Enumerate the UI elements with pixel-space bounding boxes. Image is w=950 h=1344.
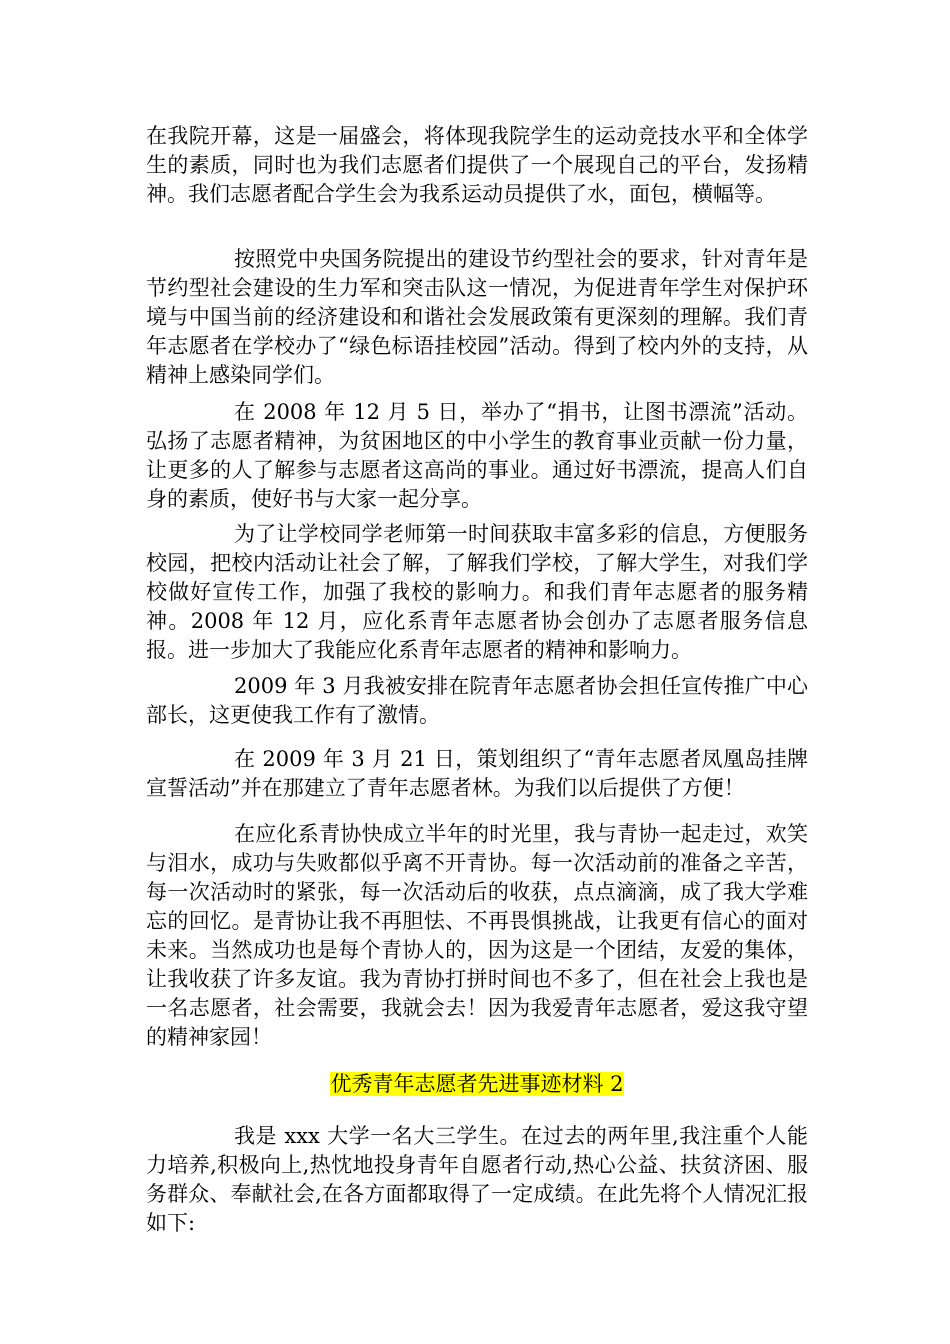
paragraph-7: 在应化系青协快成立半年的时光里，我与青协一起走过，欢笑与泪水，成功与失败都似乎离不开青协。每一次活动前的准备之辛苦，每一次活动时的紧张，每一次活动后的收获，点点滴滴，成了我大学难忘的回忆。是青协让我不再胆怯、不再畏惧挑战，让我更有信心的面对未来。当然成功也是每个青协人的，因为这是一个团结，友爱的集体，让我收获了许多友谊。我为青协打拼时间也不多了，但在社会上我也是一名志愿者，社会需要，我就会去！因为我爱青年志愿者，爱这我守望的精神家园！ — [146, 822, 808, 1049]
paragraph-3: 在 2008 年 12 月 5 日，举办了“捐书，让图书漂流”活动。弘扬了志愿者精神，为贫困地区的中小学生的教育事业贡献一份力量，让更多的人了解参与志愿者这高尚的事业。通过好书漂流，提高人们自身的素质，使好书与大家一起分享。 — [146, 400, 808, 511]
section-heading-text: 优秀青年志愿者先进事迹材料 2 — [330, 1072, 624, 1096]
paragraph-2: 按照党中央国务院提出的建设节约型社会的要求，针对青年是节约型社会建设的生力军和突击队这一情况，为促进青年学生对保护环境与中国当前的经济建设和和谐社会发展政策有更深刻的理解。我们青年志愿者在学校办了“绿色标语挂校园”活动。得到了校内外的支持，从精神上感染同学们。 — [146, 247, 808, 387]
paragraph-5: 2009 年 3 月我被安排在院青年志愿者协会担任宣传推广中心部长，这更使我工作有了激情。 — [146, 674, 808, 727]
section-paragraph: 我是 xxx 大学一名大三学生。在过去的两年里,我注重个人能力培养,积极向上,热忱地投身青年自愿者行动,热心公益、扶贫济困、服务群众、奉献社会,在各方面都取得了一定成绩。在此先将个人情况汇报如下: — [146, 1124, 808, 1235]
paragraph-6: 在 2009 年 3 月 21 日，策划组织了“青年志愿者凤凰岛挂牌宣誓活动”并在那建立了青年志愿者林。为我们以后提供了方便！ — [146, 747, 808, 800]
paragraph-1: 在我院开幕，这是一届盛会，将体现我院学生的运动竞技水平和全体学生的素质，同时也为我们志愿者们提供了一个展现自己的平台，发扬精神。我们志愿者配合学生会为我系运动员提供了水，面包，横幅等。 — [146, 124, 808, 206]
paragraph-4: 为了让学校同学老师第一时间获取丰富多彩的信息，方便服务校园，把校内活动让社会了解，了解我们学校，了解大学生，对我们学校做好宣传工作，加强了我校的影响力。和我们青年志愿者的服务精神。2008 年 12 月，应化系青年志愿者协会创办了志愿者服务信息报。进一步加大了我能应化系青年志愿者的精神和影响力。 — [146, 522, 808, 662]
section-heading — [146, 1070, 808, 1099]
